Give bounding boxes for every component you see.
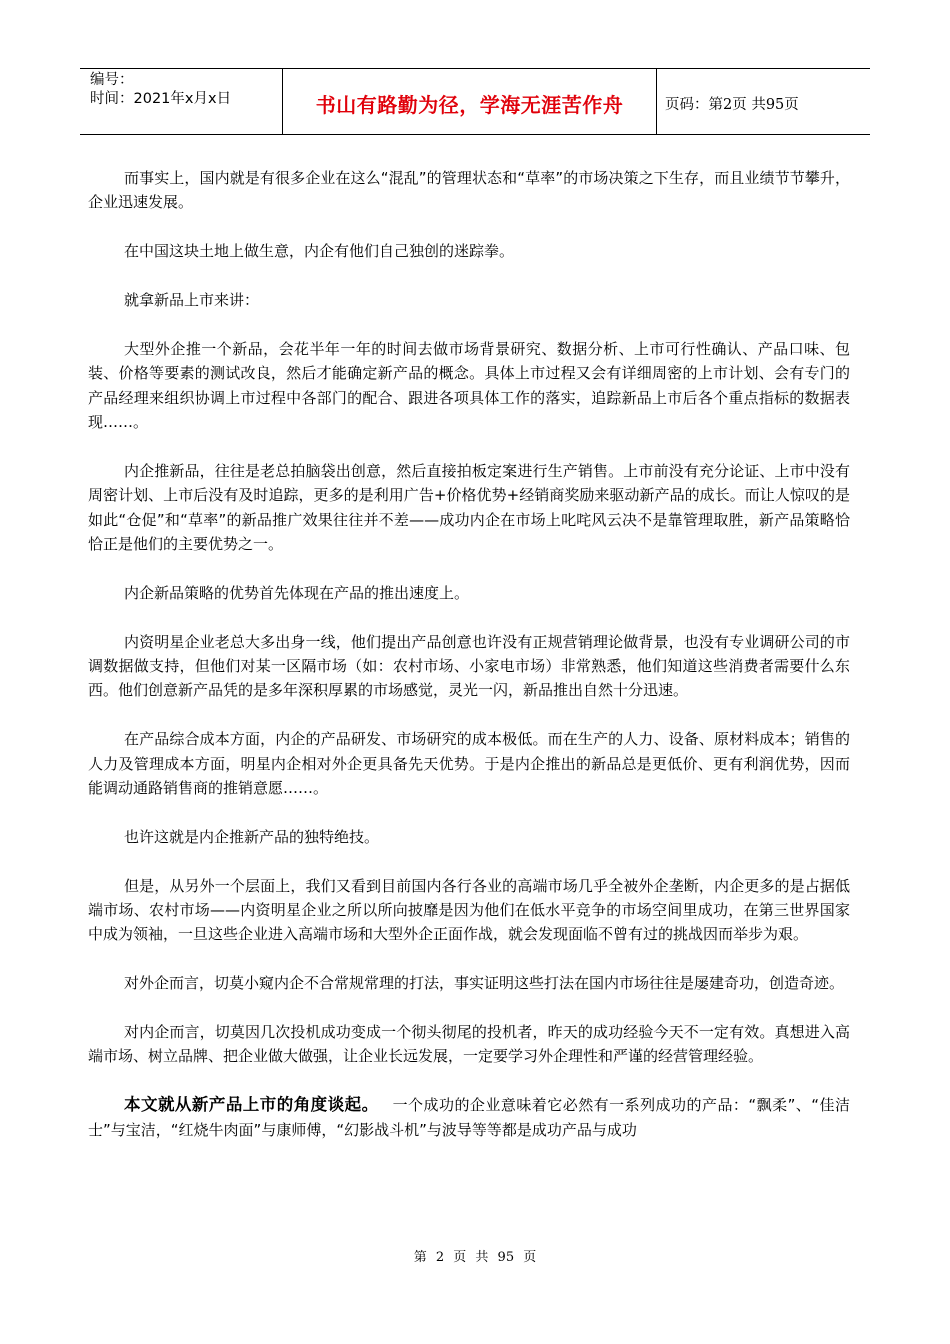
lead-sentence: 本文就从新产品上市的角度谈起。 [124, 1095, 379, 1115]
paragraph: 大型外企推一个新品，会花半年一年的时间去做市场背景研究、数据分析、上市可行性确认、产品口味、包装、价格等要素的测试改良，然后才能确定新产品的概念。具体上市过程又会有详细周密的上市计划、会有专门的产品经理来组织协调上市过程中各部门的配合、跟进各项具体工作的落实，追踪新品上市后各个重点指标的数据表现……。 [88, 339, 850, 432]
header-motto: 书山有路勤为径，学海无涯苦作舟 [282, 69, 657, 134]
paragraph: 也许这就是内企推新产品的独特绝技。 [124, 827, 380, 846]
paragraph: 内企新品策略的优势首先体现在产品的推出速度上。 [124, 583, 470, 602]
paragraph: 内资明星企业老总大多出身一线，他们提出产品创意也许没有正规营销理论做背景，也没有专业调研公司的市调数据做支持，但他们对某一区隔市场（如：农村市场、小家电市场）非常熟悉，他们知道这些消费者需要什么东西。他们创意新产品凭的是多年深积厚累的市场感觉，灵光一闪，新品推出自然十分迅速。 [88, 632, 850, 700]
header-page-info: 页码：第2页 共95页 [665, 97, 799, 113]
paragraph: 对内企而言，切莫因几次投机成功变成一个彻头彻尾的投机者，昨天的成功经验今天不一定有效。真想进入高端市场、树立品牌、把企业做大做强，让企业长远发展，一定要学习外企理性和严谨的经营管理经验。 [88, 1023, 850, 1066]
last-paragraph [88, 1093, 850, 1142]
paragraph: 在产品综合成本方面，内企的产品研发、市场研究的成本极低。而在生产的人力、设备、原材料成本；销售的人力及管理成本方面，明星内企相对外企更具备先天优势。于是内企推出的新品总是更低价、更有利润优势，因而能调动通路销售商的推销意愿……。 [88, 730, 850, 798]
time-label: 时间：2021年x月x日 [90, 91, 232, 107]
document-body [88, 166, 850, 1142]
page-footer: 第 2 页 共 95 页 [413, 1250, 537, 1265]
header-meta [80, 69, 282, 134]
paragraph: 对外企而言，切莫小窥内企不合常规常理的打法，事实证明这些打法在国内市场往往是屡建奇功，创造奇迹。 [124, 974, 845, 993]
paragraph: 但是，从另外一个层面上，我们又看到目前国内各行各业的高端市场几乎全被外企垄断，内企更多的是占据低端市场、农村市场——内资明星企业之所以所向披靡是因为他们在低水平竞争的市场空间里成功，在第三世界国家中成为领袖，一旦这些企业进入高端市场和大型外企正面作战，就会发现面临不曾有过的挑战因而举步为艰。 [88, 876, 850, 944]
paragraph: 而事实上，国内就是有很多企业在这么“混乱”的管理状态和“草率”的市场决策之下生存，而且业绩节节攀升，企业迅速发展。 [88, 169, 850, 212]
paragraph: 就拿新品上市来讲： [124, 291, 260, 309]
paragraph: 内企推新品，往往是老总拍脑袋出创意，然后直接拍板定案进行生产销售。上市前没有充分论证、上市中没有周密计划、上市后没有及时追踪，更多的是利用广告+价格优势+经销商奖励来驱动新产品的成长。而让人惊叹的是如此“仓促”和“草率”的新品推广效果往往并不差——成功内企在市场上叱咤风云决不是靠管理取胜，新产品策略恰恰正是他们的主要优势之一。 [88, 461, 850, 554]
paragraph-text: 一个成功的企业意味着它必然有一系列成功的产品：“飘柔”、“佳洁士”与宝洁，“红烧牛肉面”与康师傅，“幻影战斗机”与波导等等都是成功产品与成功 [88, 1096, 850, 1139]
paragraph: 在中国这块土地上做生意，内企有他们自己独创的迷踪拳。 [124, 242, 515, 261]
page-header [80, 68, 870, 135]
number-label: 编号： [90, 72, 134, 88]
